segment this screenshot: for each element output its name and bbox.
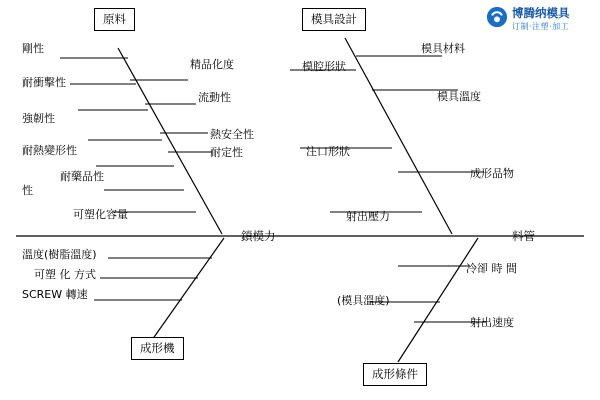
bone-mold-design [345, 38, 452, 234]
brand-name: 博腾纳模具 [512, 6, 570, 20]
bone-molding-conditions [398, 238, 478, 362]
cause-material-11: 可塑化容量 [73, 208, 128, 221]
category-title-material: 原料 [94, 8, 135, 31]
category-title-mold-design: 模具設計 [302, 8, 366, 31]
cause-machine-3: SCREW 轉速 [22, 288, 88, 301]
cause-mold-4: 模具材料 [421, 42, 465, 55]
cause-material-2: 耐衝擊性 [22, 76, 66, 89]
cause-mold-5: 模具溫度 [437, 90, 481, 103]
cause-mold-3: 射出壓力 [346, 210, 390, 223]
bone-molding-machine [152, 238, 224, 340]
cause-material-3: 強韌性 [22, 112, 55, 125]
cause-material-8: 流動性 [198, 91, 231, 104]
cause-material-4: 耐熱變形性 [22, 144, 77, 157]
watermark-logo [486, 4, 594, 38]
cause-material-9: 熱安全性 [210, 128, 254, 141]
cause-mold-2: 注口形狀 [306, 145, 350, 158]
cause-machine-2: 可塑 化 方式 [34, 268, 96, 281]
cause-condition-1: (模具溫度) [337, 294, 390, 307]
category-title-molding-machine: 成形機 [131, 337, 184, 360]
spine-label-left: 鎖模力 [241, 229, 276, 243]
cause-condition-2: 冷卻 時 間 [466, 262, 517, 275]
brand-mark-icon [486, 6, 508, 28]
cause-condition-3: 射出速度 [470, 316, 514, 329]
cause-material-7: 精品化度 [190, 58, 234, 71]
spine-label-right: 料管 [512, 229, 535, 243]
cause-material-10: 耐定性 [210, 146, 243, 159]
cause-mold-1: 模腔形狀 [302, 60, 346, 73]
brand-tagline: 订制·注塑·加工 [512, 22, 570, 31]
cause-machine-1: 溫度(樹脂溫度) [22, 248, 97, 261]
category-title-molding-conditions: 成形條件 [363, 363, 427, 386]
cause-material-1: 剛性 [22, 42, 44, 55]
cause-mold-6: 成形品物 [470, 167, 514, 180]
cause-material-5: 耐藥品性 [60, 170, 104, 183]
bone-material [118, 48, 222, 234]
cause-material-6: 性 [22, 184, 33, 197]
